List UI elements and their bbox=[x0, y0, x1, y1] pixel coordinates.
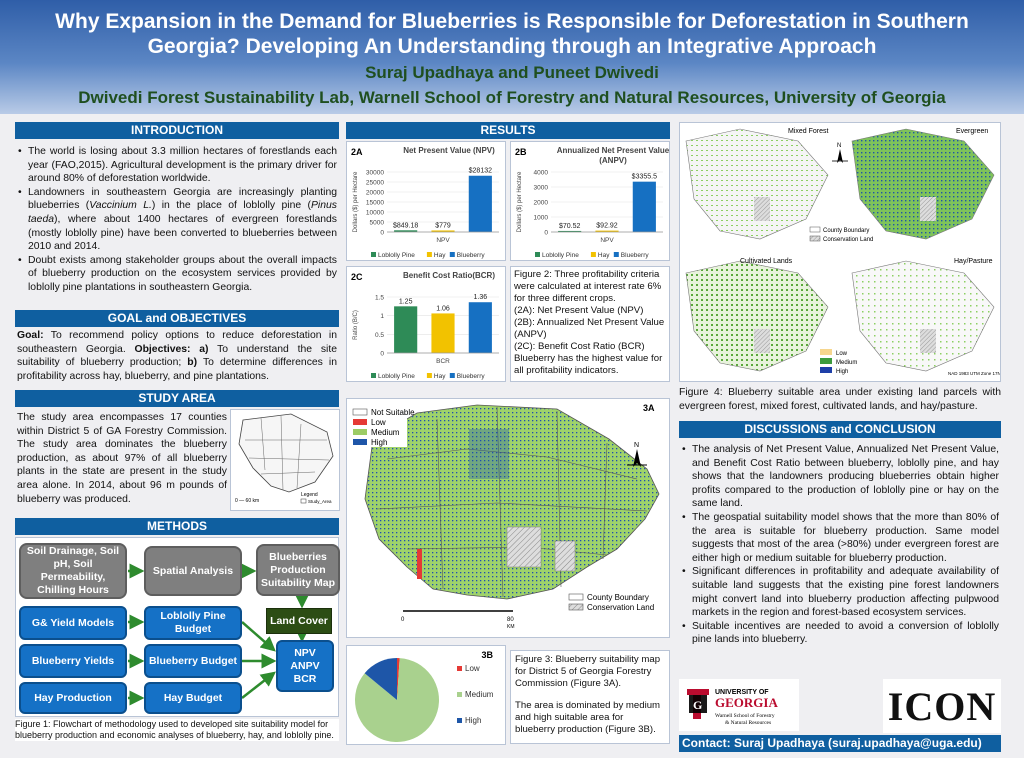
tick-label: 0 bbox=[380, 350, 384, 358]
chart-id: 3B bbox=[481, 650, 493, 660]
suitability-map-box: Blueberries Production Suitability Map bbox=[256, 544, 340, 596]
tick-label: 3000 bbox=[533, 184, 548, 192]
tick-label: 0 bbox=[544, 229, 548, 237]
tick-label: 20000 bbox=[365, 189, 384, 197]
chart-title: Net Present Value (NPV) bbox=[403, 146, 495, 155]
introduction-heading: INTRODUCTION bbox=[15, 122, 339, 139]
tick-label: 2000 bbox=[533, 199, 548, 207]
chart-id: 2B bbox=[515, 147, 527, 157]
goal-text: Goal: To recommend policy options to reduce deforestation in southeastern Georgia. Objectives: a) To understand the site suitability of blueberry production; b) To determine differences in profitability across hay, blueberry, and pine plantations. bbox=[17, 330, 337, 382]
legend-swatch bbox=[371, 252, 376, 257]
chart-2a bbox=[346, 141, 506, 261]
intro-bullet: • The world is losing about 3.3 million hectares of forestlands each year (FAO,2015). Agricultural development is the primary driver for around 80% of deforestation worldwide. bbox=[17, 145, 337, 186]
legend-high: High bbox=[371, 438, 388, 447]
tick-label: 0.5 bbox=[374, 331, 384, 339]
legend-swatch bbox=[450, 373, 455, 378]
panel-mixed-forest-label: Mixed Forest bbox=[788, 128, 829, 135]
svg-text:GEORGIA: GEORGIA bbox=[715, 695, 778, 710]
poster-header bbox=[0, 0, 1024, 114]
legend-label: Hay bbox=[597, 252, 610, 259]
legend-county-boundary: County Boundary bbox=[587, 593, 649, 602]
figure4-maps bbox=[679, 122, 1001, 382]
panel-evergreen-label: Evergreen bbox=[956, 128, 989, 135]
data-label: 1.36 bbox=[473, 294, 488, 302]
scale-zero: 0 bbox=[401, 617, 405, 623]
map-3a bbox=[346, 398, 670, 638]
bar-hay bbox=[431, 313, 454, 353]
discussion-bullet: • Significant differences in profitability and adequate availability of suitable land suggests that the existing pine forest landowners might convert land into blueberry production affecting pulpwood markets in the region and forest-based ecosystem services. bbox=[681, 565, 999, 619]
legend-label: Hay bbox=[433, 252, 446, 259]
y-axis-label: Dollars ($) per Hectare bbox=[353, 171, 359, 233]
hay-production-box: Hay Production bbox=[19, 682, 127, 714]
npv-anpv-bcr-box: NPV ANPV BCR bbox=[276, 640, 334, 692]
legend-swatch bbox=[457, 718, 462, 723]
data-label: $779 bbox=[435, 222, 451, 230]
land-cover-box: Land Cover bbox=[266, 608, 332, 634]
tick-label: 25000 bbox=[365, 179, 384, 187]
chart-2b bbox=[510, 141, 670, 261]
bar-blueberry bbox=[469, 176, 492, 232]
tick-label: 1.5 bbox=[374, 294, 384, 302]
legend-label: Loblolly Pine bbox=[378, 252, 415, 259]
data-label: $849.18 bbox=[393, 222, 419, 230]
legend-swatch bbox=[427, 252, 432, 257]
legend-label: High bbox=[465, 716, 482, 725]
data-label: 1.25 bbox=[398, 298, 413, 306]
chart-3b bbox=[346, 645, 506, 745]
discussion-bullet: • The geospatial suitability model shows that the more than 80% of the area is suitable for blueberry production. Same model suggests that most of the area (>80%) under evergreen forest are either high or medium suitable for blueberry production. bbox=[681, 511, 999, 565]
discussion-text bbox=[681, 443, 999, 647]
data-label: $28132 bbox=[468, 167, 493, 175]
legend-swatch bbox=[457, 666, 462, 671]
svg-text:N: N bbox=[837, 143, 842, 149]
loblolly-budget-box: Loblolly Pine Budget bbox=[144, 606, 242, 640]
chart-2c bbox=[346, 266, 506, 382]
tick-label: 0 bbox=[380, 229, 384, 237]
legend-medium: Medium bbox=[371, 428, 400, 437]
figure3-caption: Figure 3: Blueberry suitability map for District 5 of Georgia Forestry Commission (Figure 3A). The area is dominated by medium and high suitable area for blueberry production (Figure 3B). bbox=[510, 650, 670, 744]
intro-bullet: • Doubt exists among stakeholder groups about the overall impacts of blueberry production on the ecosystem services provided by loblolly pine plantations in southeastern Georgia. bbox=[17, 254, 337, 295]
legend-label: Hay bbox=[433, 373, 446, 380]
chart-title: (ANPV) bbox=[599, 156, 627, 165]
x-axis-label: NPV bbox=[436, 237, 450, 244]
data-label: $92.92 bbox=[596, 222, 618, 230]
spatial-analysis-box: Spatial Analysis bbox=[144, 546, 242, 596]
legend-swatch bbox=[450, 252, 455, 257]
legend-label: Loblolly Pine bbox=[378, 373, 415, 380]
discussion-heading: DISCUSSIONS and CONCLUSION bbox=[679, 421, 1001, 438]
svg-text:N: N bbox=[634, 442, 640, 449]
tick-label: 4000 bbox=[533, 169, 548, 177]
legend-label: Blueberry bbox=[620, 252, 649, 259]
legend-label: Blueberry bbox=[456, 252, 485, 259]
scale-unit: KM bbox=[507, 624, 515, 630]
svg-text:& Natural Resources: & Natural Resources bbox=[725, 720, 772, 726]
x-axis-label: NPV bbox=[600, 237, 614, 244]
svg-text:G: G bbox=[693, 698, 703, 712]
panel-cultivated-label: Cultivated Lands bbox=[740, 258, 793, 265]
legend-low: Low bbox=[371, 418, 386, 427]
poster-title: Why Expansion in the Demand for Blueberries is Responsible for Deforestation in Southern Georgia? Developing An Understanding through an Integrative Approach bbox=[55, 10, 969, 58]
scale-80: 80 bbox=[507, 617, 514, 623]
map-3a-label: 3A bbox=[643, 403, 655, 413]
methods-flowchart bbox=[15, 537, 339, 717]
goal-heading: GOAL and OBJECTIVES bbox=[15, 310, 339, 327]
svg-text:Warnell School of Forestry: Warnell School of Forestry bbox=[715, 713, 775, 719]
y-axis-label: Dollars ($) per Hectare bbox=[517, 171, 523, 233]
introduction-text bbox=[17, 145, 337, 295]
fig4-legend-medium: Medium bbox=[836, 360, 858, 366]
chart-title: Benefit Cost Ratio(BCR) bbox=[403, 271, 495, 280]
hay-budget-box: Hay Budget bbox=[144, 682, 242, 714]
study-area-heading: STUDY AREA bbox=[15, 390, 339, 407]
tick-label: 5000 bbox=[369, 219, 384, 227]
legend-title: Legend bbox=[301, 492, 318, 498]
blueberry-budget-box: Blueberry Budget bbox=[144, 644, 242, 678]
fig4-projection-note: NAD 1983 UTM Zone 17N bbox=[948, 371, 1000, 376]
discussion-bullet: • Suitable incentives are needed to avoid a conversion of loblolly pine lands into blueberry. bbox=[681, 620, 999, 647]
methods-heading: METHODS bbox=[15, 518, 339, 535]
legend-not-suitable: Not Suitable bbox=[371, 408, 415, 417]
data-label: $3355.5 bbox=[631, 173, 657, 181]
tick-label: 30000 bbox=[365, 169, 384, 177]
fig4-legend-county: County Boundary bbox=[823, 228, 870, 234]
bar-blueberry bbox=[469, 302, 492, 353]
data-label: 1.06 bbox=[436, 305, 450, 313]
bar-loblolly-pine bbox=[394, 306, 417, 353]
affiliation: Dwivedi Forest Sustainability Lab, Warnell School of Forestry and Natural Resources, University of Georgia bbox=[78, 88, 946, 107]
legend-label: Loblolly Pine bbox=[542, 252, 579, 259]
authors: Suraj Upadhaya and Puneet Dwivedi bbox=[365, 63, 659, 82]
uga-logo bbox=[679, 679, 799, 731]
blueberry-yields-box: Blueberry Yields bbox=[19, 644, 127, 678]
figure4-caption: Figure 4: Blueberry suitable area under existing land parcels with evergreen forest, mixed forest, cultivated lands, and hay/pasture. bbox=[679, 387, 1001, 412]
panel-hay-label: Hay/Pasture bbox=[954, 258, 993, 265]
growth-yield-box: G& Yield Models bbox=[19, 606, 127, 640]
study-area-text: The study area encompasses 17 counties within District 5 of GA Forestry Commission. The study area dominates the blueberry production, as about 97% of all blueberry plants in the state are present in the study area alone. In 2014, about 96 m pounds of blueberry was produced. bbox=[17, 412, 227, 505]
legend-swatch bbox=[535, 252, 540, 257]
study-scale-label: 0 — 60 km bbox=[235, 498, 260, 504]
bar-blueberry bbox=[633, 182, 656, 232]
tick-label: 10000 bbox=[365, 209, 384, 217]
tick-label: 1000 bbox=[533, 214, 548, 222]
figure2-caption: Figure 2: Three profitability criteria were calculated at interest rate 6% for three different crops. (2A): Net Present Value (NPV) (2B): Annualized Net Present Value (ANPV) (2C): Benefit Cost Ratio (BCR) Blueberry has the highest value for all profitability indicators. bbox=[510, 266, 670, 382]
data-label: $70.52 bbox=[558, 222, 581, 230]
legend-swatch bbox=[427, 373, 432, 378]
tick-label: 1 bbox=[380, 313, 384, 321]
soil-factors-box: Soil Drainage, Soil pH, Soil Permeability, Chilling Hours bbox=[19, 543, 127, 599]
legend-swatch bbox=[371, 373, 376, 378]
chart-id: 2C bbox=[351, 272, 363, 282]
fig4-legend-conservation: Conservation Land bbox=[823, 237, 874, 243]
svg-text:UNIVERSITY OF: UNIVERSITY OF bbox=[715, 689, 769, 696]
study-area-map bbox=[230, 409, 340, 511]
legend-swatch bbox=[591, 252, 596, 257]
chart-id: 2A bbox=[351, 147, 363, 157]
legend-conservation-land: Conservation Land bbox=[587, 603, 655, 612]
north-arrow-icon bbox=[832, 143, 848, 163]
x-axis-label: BCR bbox=[436, 358, 450, 365]
legend-label: Medium bbox=[465, 690, 494, 699]
tick-label: 15000 bbox=[365, 199, 384, 207]
legend-label: Low bbox=[465, 664, 480, 673]
legend-label: Blueberry bbox=[456, 373, 485, 380]
chart-title: Annualized Net Present Value bbox=[556, 146, 670, 155]
fig4-legend-low: Low bbox=[836, 351, 848, 357]
y-axis-label: Ratio (B/C) bbox=[353, 310, 359, 340]
legend-swatch bbox=[457, 692, 462, 697]
intro-bullet: • Landowners in southeastern Georgia are increasingly planting blueberries (Vaccinium L.) in the place of loblolly pine (Pinus taeda), where about 1400 hectares of evergreen forestlands (mostly loblolly pine) have been converted to blueberries between 2010 and 2014. bbox=[17, 186, 337, 254]
figure1-caption: Figure 1: Flowchart of methodology used to developed site suitability model for blueberry production and economic analyses of blueberry, hay, and loblolly pine. bbox=[15, 719, 339, 741]
legend-item: Study_Area bbox=[308, 499, 332, 504]
legend-swatch bbox=[614, 252, 619, 257]
fig4-legend-high: High bbox=[836, 369, 849, 375]
icon-logo: ICON bbox=[883, 679, 1001, 733]
contact-bar: Contact: Suraj Upadhaya (suraj.upadhaya@uga.edu) bbox=[679, 735, 1001, 752]
results-heading: RESULTS bbox=[346, 122, 670, 139]
discussion-bullet: • The analysis of Net Present Value, Annualized Net Present Value, and Benefit Cost Ratio between blueberry, loblolly pine, and hay shows that the landowners producing blueberries obtain higher profits compared to the production of loblolly pine or hay on the same land. bbox=[681, 443, 999, 511]
